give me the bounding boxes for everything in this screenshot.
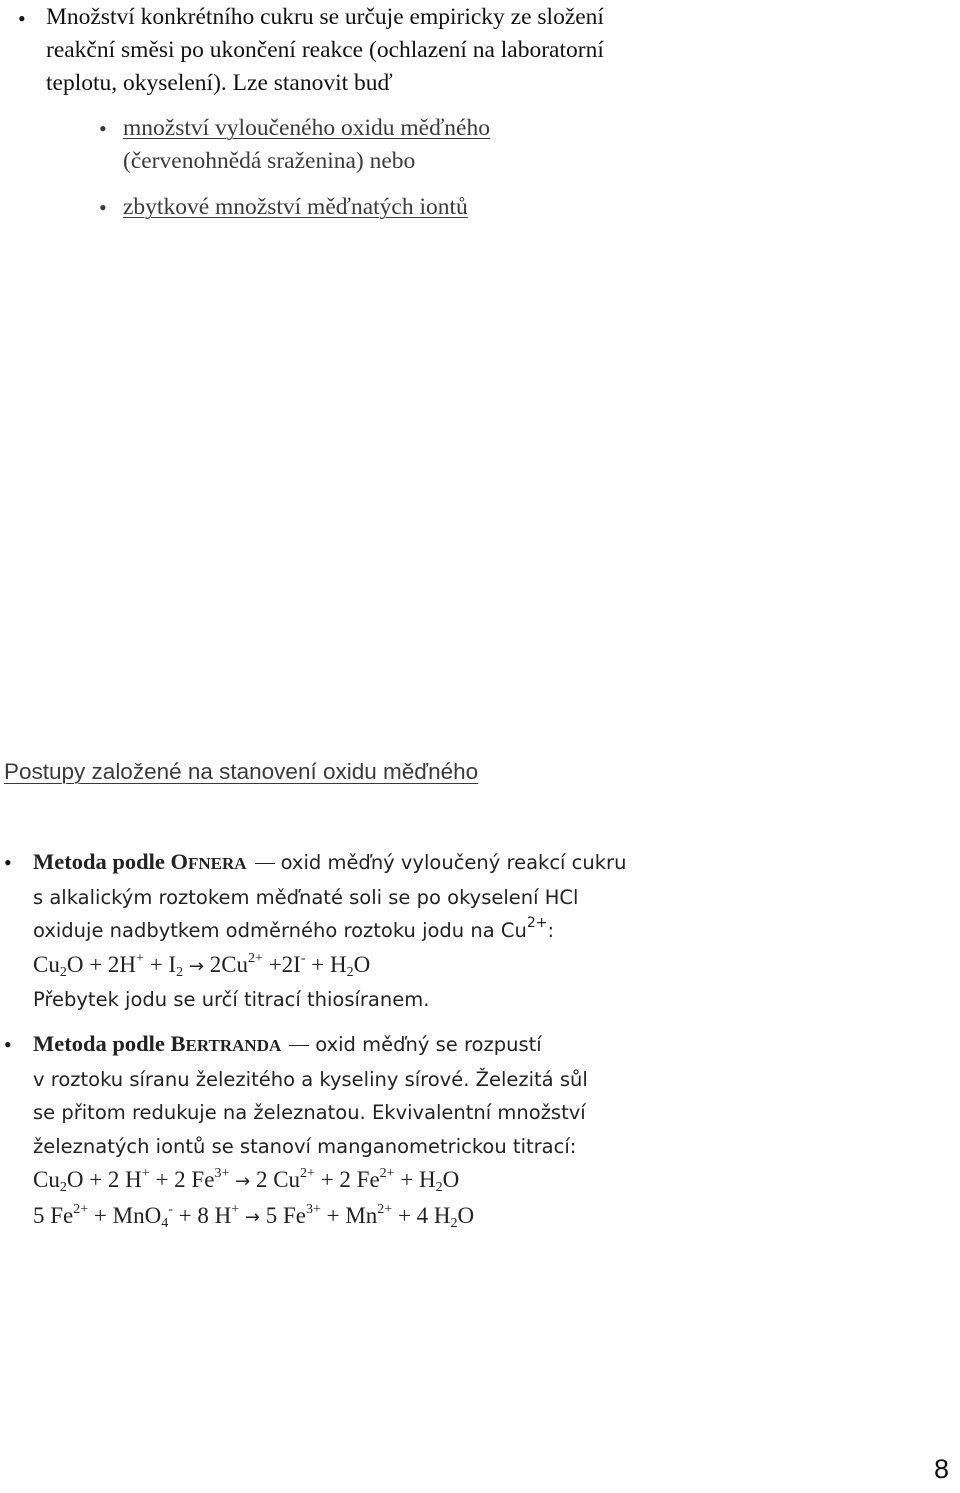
method-bertrand [33,1027,588,1234]
subitem-residual-ions [123,191,468,224]
subitem-line: zbytkové množství měďnatých iontů [123,194,468,220]
equation-bertrand-2: 5 $Fe^{2+} + MnO_4^- + 8$ H+ → 5 $Fe^{3+} + Mn^{2+} + 4$ $H_2O$ [33,1201,475,1231]
method-name-rest: FNERA [188,854,247,873]
bullet-icon: • [99,116,107,141]
method-desc: oxid měďný vyloučený reakcí cukru [280,851,627,874]
method-name-rest: ERTRANDA [185,1036,282,1055]
arrow-icon: → [235,1171,251,1192]
method-line: v roztoku síranu železitého a kyseliny sírové. Železitá sůl [33,1067,588,1091]
method-line: oxiduje nadbytkem odměrného roztoku jodu na Cu [33,919,527,942]
method-line: Přebytek jodu se určí titrací thiosíranem. [33,988,430,1011]
section-heading: Postupy založené na stanovení oxidu měďného [4,759,479,784]
dash-icon [289,1045,309,1046]
page-number: 8 [934,1454,950,1484]
method-line: s alkalickým roztokem měďnaté soli se po okyselení HCl [33,885,579,909]
bullet-icon: • [18,6,26,31]
intro-line: teplotu, okyselení). Lze stanovit buď [46,70,393,96]
equation-ofner: $Cu_2O + 2H^+ + I_2 \to 2Cu^{2+} +2I^- + H_2O$ [33,950,371,980]
equation-bertrand-1: $Cu_2O + 2$ H+ + 2 $Fe^{3+} \to 2$ $Cu^{2+} + 2$ $Fe^{2+} + H_2O$ [33,1166,460,1195]
superscript: 2+ [526,915,548,931]
arrow-icon: → [244,1206,260,1228]
subitem-copper-oxide [123,112,490,178]
intro-line: reakční směsi po ukončení reakce (ochlazení na laboratorní [46,37,604,63]
method-line: se přitom redukuje na železnatou. Ekvivalentní množství [33,1101,586,1124]
method-name-initial: B [170,1031,186,1056]
subitem-line: (červenohnědá sraženina) nebo [123,148,416,174]
bullet-icon: • [4,1032,12,1057]
bullet-icon: • [4,850,12,875]
dash-icon [255,863,275,864]
intro-line: Množství konkrétního cukru se určuje empiricky ze složení [46,4,604,30]
method-desc: oxid měďný se rozpustí [315,1033,542,1056]
method-ofner: Metoda podle OFNERA oxid měďný vyloučený reakcí cukru s alkalickým roztokem měďnaté soli se po okyselení HCl oxiduje nadbytkem odměrného roztoku jodu na $Cu^{2+}$: $Cu_2O + 2H^+ + I_2 \to 2Cu^{2+} +2I^- + H_2O$ Přebytek jodu se určí titrací thiosíranem. [33,845,626,1017]
method-line: železnatých iontů se stanoví manganometrickou titrací: [33,1134,577,1158]
arrow-icon: → [188,955,204,977]
intro-paragraph [46,1,604,100]
subitem-line: množství vyloučeného oxidu měďného [123,115,490,141]
method-lead: Metoda podle [33,1031,171,1056]
method-name-initial: O [170,849,189,874]
bullet-icon: • [99,195,107,220]
method-lead: Metoda podle [33,849,171,874]
